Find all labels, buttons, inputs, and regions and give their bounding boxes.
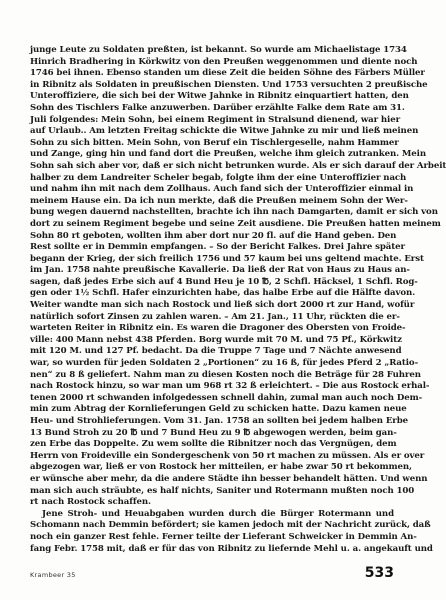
text-line: Heu- und Strohlieferungen. Vom 31. Jan. 1758 an sollten bei jedem halben Erbe — [30, 416, 408, 426]
text-line: bung wegen dauernd nachstellten, brachte ich ihn nach Damgarten, damit er sich von — [30, 207, 438, 218]
text-line: Unteroffiziere, die sich bei der Witwe Jahnke in Ribnitz einquartiert hatten, den — [30, 91, 409, 102]
text-line: begann der Krieg, der sich freilich 1756 und 57 kaum bei uns geltend machte. Erst — [30, 253, 424, 264]
text-line: nen“ zu 8 ß geliefert. Nahm man zu diesen Kosten noch die Beträge für 28 Fuhren — [30, 369, 421, 380]
text-line: gen oder 1½ Schfl. Hafer einzurichten habe, das halbe Erbe auf die Hälfte davon. — [30, 288, 416, 299]
page-footer — [30, 563, 394, 581]
text-line: meinem Hause ein. Da ich nun merkte, daß die Preußen meinem Sohn der Wer- — [30, 195, 408, 206]
text-line: in Ribnitz als Soldaten in preußischen Diensten. Und 1753 versuchten 2 preußische — [30, 79, 428, 90]
text-line: Rest sollte er in Demmin empfangen. – So der Bericht Falkes. Drei Jahre später — [30, 242, 405, 253]
text-line: Jene Stroh- und Heuabgaben wurden durch die Bürger Rotermann und — [42, 508, 394, 519]
text-line: sagen, daß jedes Erbe sich auf 4 Bund Heu je 10 ℔, 2 Schfl. Häcksel, 1 Schfl. Rog- — [30, 276, 418, 287]
text-line: natürlich sofort Zinsen zu zahlen waren. – Am 21. Jan., 11 Uhr, rückten die er- — [30, 311, 400, 322]
text-line: 13 Bund Stroh zu 20 ℔ und 7 Bund Heu zu 9 ℔ abgewogen werden, beim gan- — [30, 427, 397, 438]
text-line: 1746 bei ihnen. Ebenso standen um diese Zeit die beiden Söhne des Färbers Müller — [30, 68, 425, 79]
text-line: Sohn sah sich aber vor, daß er sich nicht betrunken wurde. Als er sich darauf der Arbeit — [30, 160, 446, 171]
footer-signature: Krambeer 35 — [30, 571, 76, 579]
text-line: Weiter wandte man sich nach Rostock und ließ sich dort 2000 rt zur Hand, wofür — [30, 300, 415, 311]
text-line: warteten Reiter in Ribnitz ein. Es waren die Dragoner des Obersten von Froide- — [30, 323, 406, 334]
text-line: rt nach Rostock schaffen. — [30, 497, 151, 508]
text-line: man sich auch sträubte, es half nichts, Saniter und Rotermann mußten noch 100 — [30, 485, 415, 496]
text-line: und Zange, ging hin und fand dort die Preußen, welche ihm gleich zutranken. Mein — [30, 149, 426, 160]
text-line: abgezogen war, ließ er von Rostock her mitteilen, er habe zwar 50 rt bekommen, — [30, 462, 412, 473]
text-line: Herrn von Froideville ein Sondergeschenk von 50 rt machen zu müssen. Als er over — [30, 450, 425, 461]
text-line: junge Leute zu Soldaten preßten, ist bekannt. So wurde am Michaelistage 1734 — [30, 45, 407, 55]
text-line: und nahm ihn mit nach dem Zollhaus. Auch fand sich der Unteroffizier einmal in — [30, 184, 414, 195]
text-line: Sohn zu sich bitten. Mein Sohn, von Beruf ein Tischlergeselle, nahm Hammer — [30, 137, 399, 148]
text-line: halber zu dem Landreiter Scheler begab, folgte ihm der eine Unteroffizier nach — [30, 172, 407, 183]
text-line: war, so wurden für jeden Soldaten 2 „Portionen“ zu 16 ß, für jedes Pferd 2 „Ratio- — [30, 358, 419, 369]
text-line: Schomann nach Demmin befördert; sie kamen jedoch mit der Nachricht zurück, daß — [30, 520, 431, 531]
text-line: ville: 400 Mann nebst 438 Pferden. Borg wurde mit 70 M. und 75 Pf., Körkwitz — [30, 334, 402, 345]
text-line: Sohn 80 rt geboten, wollten ihm aber dort nur 20 fl. auf die Hand geben. Den — [30, 230, 397, 241]
paragraph-2 — [30, 508, 433, 555]
text-line: auf Urlaub.. Am letzten Freitag schickte die Witwe Jahnke zu mir und ließ meinen — [30, 126, 419, 137]
text-line: Juli folgendes: Mein Sohn, bei einem Regiment in Stralsund dienend, war hier — [30, 114, 401, 125]
text-line: tenen 2000 rt schwanden infolgedessen schnell dahin, zumal man auch noch Dem- — [30, 392, 423, 403]
text-line: fang Febr. 1758 mit, daß er für das von Ribnitz zu liefernde Mehl u. a. angekauft und — [30, 543, 433, 554]
text-line: mit 120 M. und 127 Pf. bedacht. Da die Truppe 7 Tage und 7 Nächte anwesend — [30, 346, 402, 357]
text-line: dort zu seinem Regiment begebe und seine Zeit ausdiene. Die Preußen hatten meinem — [30, 218, 441, 229]
text-line: er wünsche aber mehr, da die andere Städte ihn besser behandelt hätten. Und wenn — [30, 473, 428, 484]
page-number: 533 — [364, 565, 394, 581]
text-line: min zum Abtrag der Kornlieferungen Geld zu schicken hatte. Dazu kamen neue — [30, 404, 407, 415]
text-line: noch ein ganzer Rest fehle. Ferner teilte der Lieferant Schweicker in Demmin An- — [30, 531, 417, 542]
text-line: im Jan. 1758 nahte preußische Kavallerie. Da ließ der Rat von Haus zu Haus an- — [30, 265, 410, 276]
body-text — [30, 45, 446, 555]
text-line: nach Rostock hinzu, so war man um 968 rt 32 ß erleichtert. – Die aus Rostock erhal- — [30, 381, 430, 392]
text-line: Hinrich Bradhering in Körkwitz von den Preußen weggenommen und diente noch — [30, 56, 418, 67]
text-line: Sohn des Tischlers Falke anzuwerben. Darüber erzählte Falke dem Rate am 31. — [30, 102, 405, 113]
paragraph-1 — [30, 45, 446, 509]
text-line: zen Erbe das Doppelte. Zu wem sollte die Ribnitzer noch das Vergnügen, dem — [30, 439, 397, 450]
